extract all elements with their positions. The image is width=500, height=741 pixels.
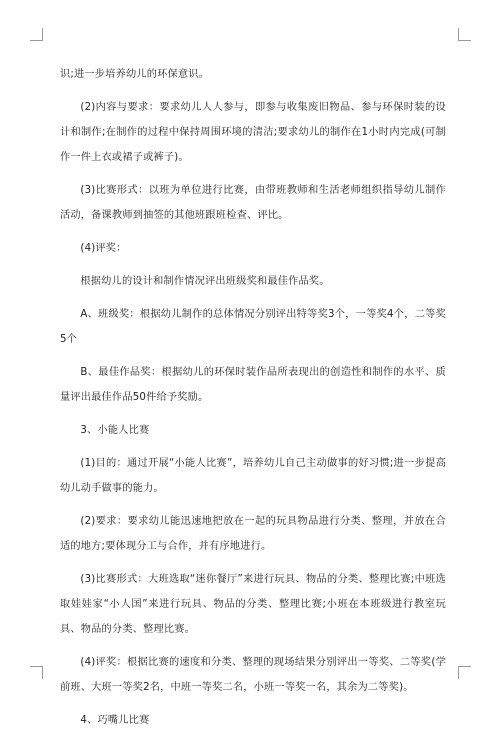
paragraph: (3)比赛形式：以班为单位进行比赛，由带班教师和生活老师组织指导幼儿制作活动，备课教师到抽签的其他班跟班检查、评比。 xyxy=(60,185,446,221)
paragraph: (4)评奖：根据比赛的速度和分类、整理的现场结果分别评出一等奖、二等奖(学前班、大班一等奖2名，中班一等奖二名，小班一等奖一名，其余为二等奖)。 xyxy=(60,657,446,693)
paragraph: B、最佳作品奖：根据幼儿的环保时装作品所表现出的创造性和制作的水平、质量评出最佳作品50件给予奖励。 xyxy=(60,367,446,403)
section-heading: 4、巧嘴儿比赛 xyxy=(80,715,150,726)
paragraph: (2)内容与要求：要求幼儿人人参与，即参与收集废旧物品、参与环保时装的设计和制作;在制作的过程中保持周围环境的清洁;要求幼儿的制作在1小时内完成(可制作一件上衣或裙子或裤子)。 xyxy=(60,102,446,163)
paragraph: (4)评奖： xyxy=(80,243,127,254)
crop-mark-bottom-left xyxy=(30,666,43,679)
paragraph: (3)比赛形式：大班选取“迷你餐厅”来进行玩具、物品的分类、整理比赛;中班选取娃娃家“小人国”来进行玩具、物品的分类、整理比赛;小班在本班级进行教室玩具、物品的分类、整理比赛。 xyxy=(60,574,446,635)
paragraph: (1)目的：通过开展“小能人比赛”，培养幼儿自己主动做事的好习惯;进一步提高幼儿动手做事的能力。 xyxy=(60,458,446,494)
paragraph: 识;进一步培养幼儿的环保意识。 xyxy=(60,69,210,80)
paragraph: (2)要求：要求幼儿能迅速地把放在一起的玩具物品进行分类、整理，并放在合适的地方;要体现分工与合作，并有序地进行。 xyxy=(60,516,446,552)
crop-mark-top-left xyxy=(30,28,43,41)
section-heading: 3、小能人比赛 xyxy=(80,425,150,436)
document-body xyxy=(60,62,446,741)
paragraph: A、班级奖：根据幼儿制作的总体情况分别评出特等奖3个，一等奖4个，二等奖5个 xyxy=(60,309,446,345)
crop-mark-top-right xyxy=(458,28,471,41)
paragraph: 根据幼儿的设计和制作情况评出班级奖和最佳作品奖。 xyxy=(80,276,330,287)
crop-mark-bottom-right xyxy=(458,666,471,679)
